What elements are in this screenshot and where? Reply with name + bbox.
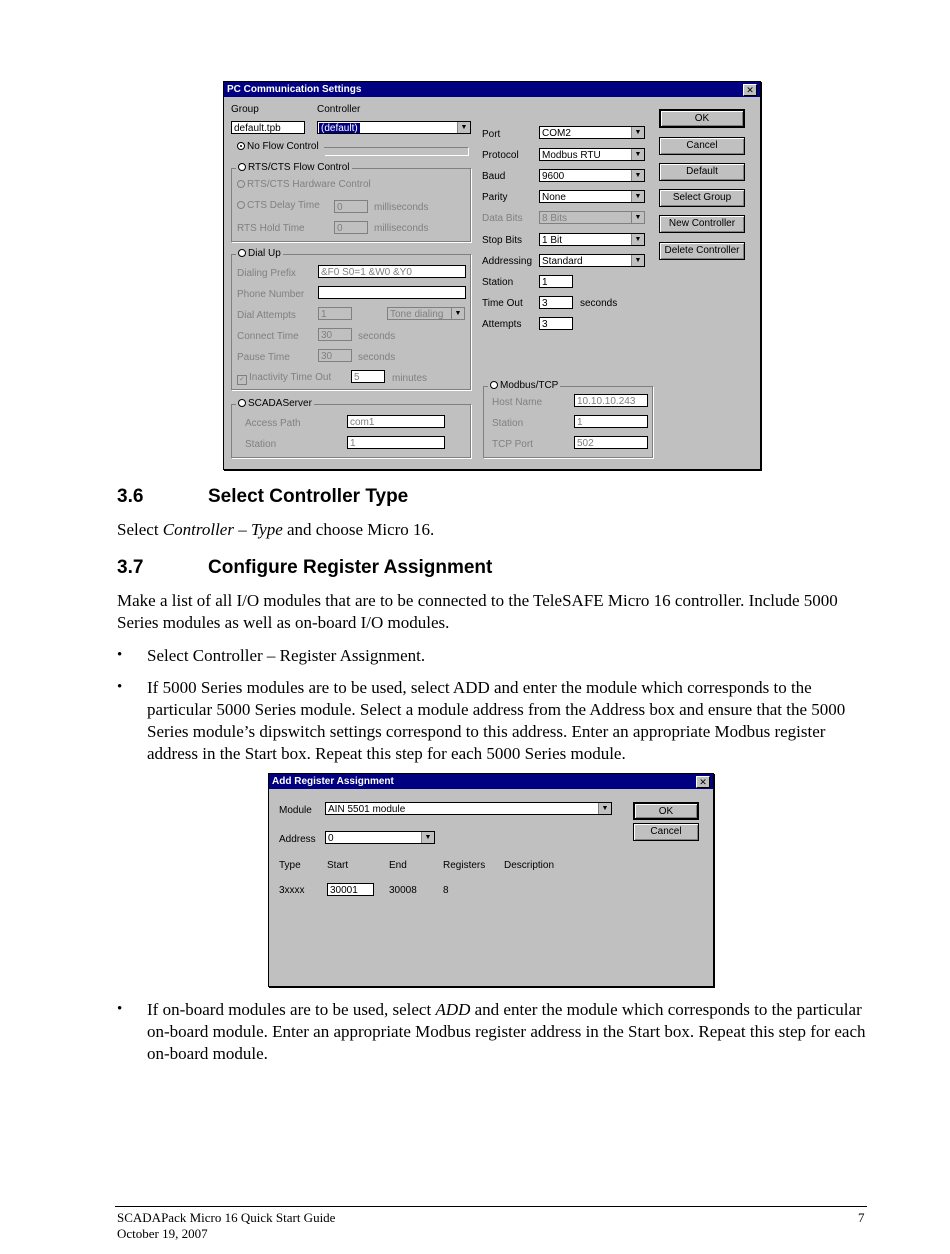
scadaserver-group — [231, 398, 471, 458]
phone-number-label: Phone Number — [237, 289, 305, 300]
pause-time-field[interactable]: 30 — [318, 349, 352, 362]
bullet-1-text: Select Controller – Register Assignment. — [147, 646, 426, 665]
cts-delay-radio[interactable] — [237, 200, 320, 211]
stop-bits-combo[interactable] — [539, 233, 645, 246]
cts-delay-label: CTS Delay Time — [247, 200, 320, 211]
dial-up-group — [231, 248, 471, 390]
cts-delay-unit: milliseconds — [374, 202, 429, 213]
host-name-label: Host Name — [492, 397, 543, 408]
chevron-down-icon[interactable]: ▼ — [631, 127, 644, 138]
bullet-icon: • — [117, 1001, 123, 1017]
port-value: COM2 — [542, 128, 571, 139]
bullet-3-text — [147, 999, 877, 1065]
ok-button[interactable]: OK — [659, 109, 745, 128]
dialog-title: Add Register Assignment — [269, 774, 713, 789]
dial-attempts-label: Dial Attempts — [237, 310, 296, 321]
text-part: If on-board modules are to be used, select — [147, 1000, 436, 1019]
add-register-assignment-dialog — [268, 773, 714, 987]
section-3-6-title: Select Controller Type — [208, 486, 409, 507]
radio-disabled-icon — [237, 201, 245, 209]
pause-time-unit: seconds — [358, 352, 396, 363]
modbus-tcp-group — [483, 380, 653, 458]
text-italic: Controller – Type — [162, 520, 283, 539]
controller-combo[interactable] — [317, 121, 471, 134]
bullet-2-text: If 5000 Series modules are to be used, select ADD and enter the module which corresponds to the particular 5000 Series module. Select a module address from the Address box and ensure that the 5000 Series module’s dipswitch settings correspond to this address. Enter an appropriate Modbus register address in the Start box. Repeat this step for each 5000 Series module. — [147, 678, 846, 763]
section-3-6-text — [117, 519, 877, 541]
addressing-combo[interactable] — [539, 254, 645, 267]
section-3-7-title: Configure Register Assignment — [208, 557, 493, 578]
default-button[interactable]: Default — [659, 163, 745, 181]
cancel-button[interactable]: Cancel — [633, 823, 699, 841]
chevron-down-icon[interactable]: ▼ — [598, 803, 611, 814]
column-header: End — [389, 860, 407, 871]
station-label: Station — [482, 277, 514, 288]
parity-combo[interactable] — [539, 190, 645, 203]
modbus-tcp-title: Modbus/TCP — [500, 380, 559, 391]
access-path-field[interactable]: com1 — [347, 415, 445, 428]
module-combo[interactable] — [325, 802, 612, 815]
section-3-7-intro: Make a list of all I/O modules that are to be connected to the TeleSAFE Micro 16 controller. Include 5000 Series modules as well as on-board I/O modules. — [117, 591, 838, 632]
rts-hold-label: RTS Hold Time — [237, 223, 305, 234]
time-out-unit: seconds — [580, 298, 618, 309]
port-label: Port — [482, 129, 501, 140]
no-flow-divider — [324, 147, 468, 155]
parity-label: Parity — [482, 192, 508, 203]
time-out-label: Time Out — [482, 298, 523, 309]
dialing-prefix-field[interactable]: &F0 S0=1 &W0 &Y0 — [318, 265, 466, 278]
footer-page-number: 7 — [858, 1210, 865, 1225]
dial-attempts-field[interactable]: 1 — [318, 307, 352, 320]
row-end: 30008 — [389, 885, 417, 896]
stop-bits-label: Stop Bits — [482, 235, 523, 246]
dial-up-radio[interactable] — [236, 248, 283, 259]
tcp-station-field[interactable]: 1 — [574, 415, 648, 428]
new-controller-button[interactable]: New Controller — [659, 215, 745, 233]
close-icon[interactable]: ✕ — [696, 776, 710, 788]
module-value: AIN 5501 module — [328, 804, 406, 815]
chevron-down-icon[interactable]: ▼ — [631, 212, 644, 223]
footer-doc-title: SCADAPack Micro 16 Quick Start Guide — [117, 1210, 336, 1225]
inactivity-field[interactable]: 5 — [351, 370, 385, 383]
pc-communication-settings-dialog — [223, 81, 761, 470]
cts-delay-field[interactable]: 0 — [334, 200, 368, 213]
chevron-down-icon[interactable]: ▼ — [631, 234, 644, 245]
scada-station-field[interactable]: 1 — [347, 436, 445, 449]
dialing-prefix-label: Dialing Prefix — [237, 268, 296, 279]
row-registers: 8 — [443, 885, 449, 896]
address-label: Address — [279, 834, 316, 845]
select-group-button[interactable]: Select Group — [659, 189, 745, 207]
controller-label: Controller — [317, 104, 361, 115]
radio-icon — [490, 381, 498, 389]
tone-dialing-value: Tone dialing — [390, 309, 444, 320]
no-flow-radio[interactable] — [237, 141, 319, 152]
baud-combo[interactable] — [539, 169, 645, 182]
connect-time-unit: seconds — [358, 331, 396, 342]
chevron-down-icon[interactable]: ▼ — [631, 170, 644, 181]
attempts-field[interactable]: 3 — [539, 317, 573, 330]
radio-selected-icon — [237, 142, 245, 150]
phone-number-field[interactable] — [318, 286, 466, 299]
connect-time-label: Connect Time — [237, 331, 299, 342]
protocol-value: Modbus RTU — [542, 150, 601, 161]
tcp-port-label: TCP Port — [492, 439, 533, 450]
rts-hw-radio[interactable] — [237, 179, 371, 190]
rts-hw-label: RTS/CTS Hardware Control — [247, 179, 371, 190]
group-label: Group — [231, 104, 259, 115]
addressing-value: Standard — [542, 256, 583, 267]
time-out-field[interactable]: 3 — [539, 296, 573, 309]
radio-icon — [238, 163, 246, 171]
checkbox-checked-icon: ✓ — [237, 375, 247, 385]
row-type: 3xxxx — [279, 885, 305, 896]
data-bits-combo[interactable] — [539, 211, 645, 224]
chevron-down-icon[interactable]: ▼ — [451, 308, 464, 319]
address-combo[interactable] — [325, 831, 435, 844]
dialog-title: PC Communication Settings — [224, 82, 760, 97]
rts-cts-title: RTS/CTS Flow Control — [248, 162, 350, 173]
bullet-icon: • — [117, 647, 123, 663]
text-italic: ADD — [435, 1000, 471, 1019]
no-flow-label: No Flow Control — [247, 141, 319, 152]
data-bits-value: 8 Bits — [542, 213, 568, 224]
host-name-field[interactable]: 10.10.10.243 — [574, 394, 648, 407]
tcp-station-label: Station — [492, 418, 524, 429]
tone-dialing-combo[interactable] — [387, 307, 465, 320]
rts-hold-field[interactable]: 0 — [334, 221, 368, 234]
column-header: Description — [504, 860, 555, 871]
chevron-down-icon[interactable]: ▼ — [457, 122, 470, 133]
baud-label: Baud — [482, 171, 506, 182]
delete-controller-button[interactable]: Delete Controller — [659, 242, 745, 260]
column-header: Type — [279, 860, 301, 871]
inactivity-checkbox[interactable] — [237, 372, 331, 385]
connect-time-field[interactable]: 30 — [318, 328, 352, 341]
rts-hold-unit: milliseconds — [374, 223, 429, 234]
scadaserver-radio[interactable] — [236, 398, 314, 409]
dial-up-title: Dial Up — [248, 248, 281, 259]
radio-icon — [238, 399, 246, 407]
module-label: Module — [279, 805, 312, 816]
baud-value: 9600 — [542, 171, 565, 182]
attempts-label: Attempts — [482, 319, 522, 330]
radio-disabled-icon — [237, 180, 245, 188]
rts-cts-radio[interactable] — [236, 162, 352, 173]
text-part: Select — [117, 520, 163, 539]
pause-time-label: Pause Time — [237, 352, 290, 363]
column-header: Start — [327, 860, 349, 871]
parity-value: None — [542, 192, 566, 203]
protocol-label: Protocol — [482, 150, 519, 161]
controller-value: (default) — [321, 123, 358, 134]
group-field[interactable]: default.tpb — [231, 121, 305, 134]
text-part: and enter the module which corresponds to the particular on-board module. Enter an appropriate Modbus register address in the Start box. Repeat this step for each on-board module. — [147, 1000, 866, 1063]
ok-button[interactable]: OK — [633, 802, 699, 820]
address-value: 0 — [328, 833, 334, 844]
access-path-label: Access Path — [245, 418, 301, 429]
addressing-label: Addressing — [482, 256, 533, 267]
port-combo[interactable] — [539, 126, 645, 139]
protocol-combo[interactable] — [539, 148, 645, 161]
cancel-button[interactable]: Cancel — [659, 137, 745, 155]
inactivity-unit: minutes — [392, 373, 428, 384]
section-3-7-number: 3.7 — [117, 557, 144, 578]
inactivity-label: Inactivity Time Out — [249, 372, 332, 383]
footer-date: October 19, 2007 — [117, 1226, 208, 1241]
column-header: Registers — [443, 860, 486, 871]
modbus-tcp-radio[interactable] — [488, 380, 560, 391]
section-3-6-number: 3.6 — [117, 486, 144, 507]
radio-icon — [238, 249, 246, 257]
rts-cts-group — [231, 162, 471, 242]
close-icon[interactable]: ✕ — [743, 84, 757, 96]
chevron-down-icon[interactable]: ▼ — [631, 149, 644, 160]
chevron-down-icon[interactable]: ▼ — [421, 832, 434, 843]
text-part: and choose Micro 16. — [282, 520, 435, 539]
station-field[interactable]: 1 — [539, 275, 573, 288]
chevron-down-icon[interactable]: ▼ — [631, 191, 644, 202]
scada-station-label: Station — [245, 439, 277, 450]
bullet-icon: • — [117, 679, 123, 695]
chevron-down-icon[interactable]: ▼ — [631, 255, 644, 266]
stop-bits-value: 1 Bit — [542, 235, 563, 246]
footer-rule — [115, 1206, 867, 1207]
scadaserver-title: SCADAServer — [248, 398, 312, 409]
start-field[interactable]: 30001 — [327, 883, 374, 896]
tcp-port-field[interactable]: 502 — [574, 436, 648, 449]
data-bits-label: Data Bits — [482, 213, 523, 224]
